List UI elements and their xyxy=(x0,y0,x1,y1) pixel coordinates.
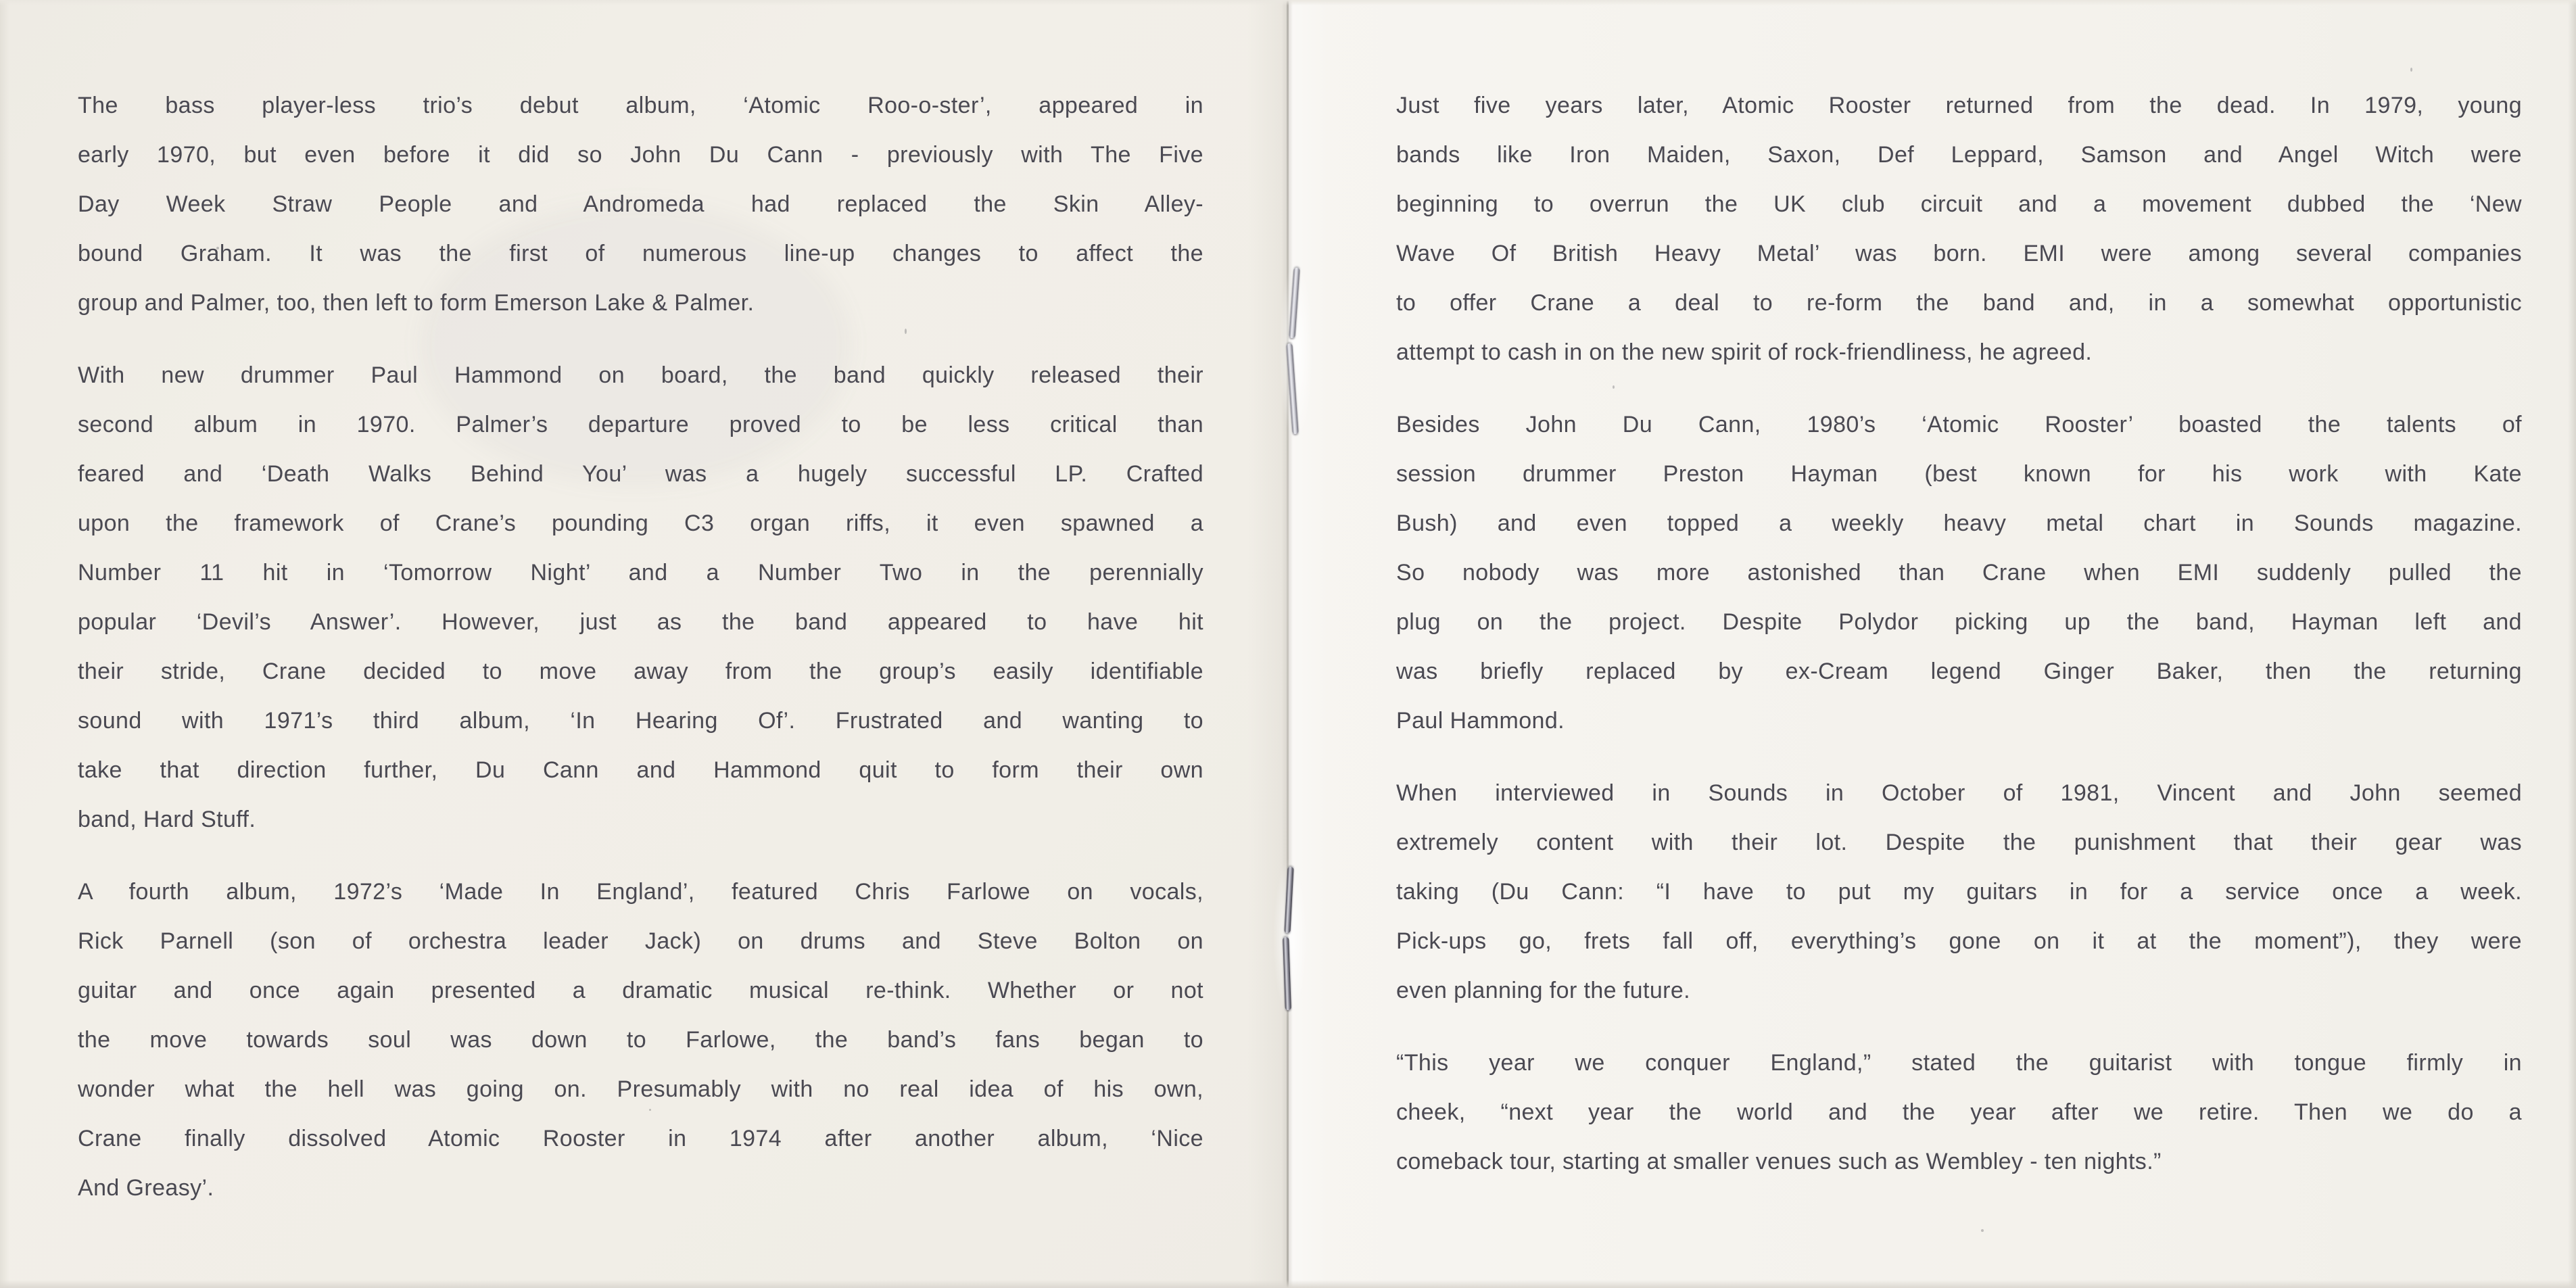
text-line: bands like Iron Maiden, Saxon, Def Leppard, Samson and Angel Witch were xyxy=(1396,142,2522,168)
text-line: Day Week Straw People and Andromeda had replaced the Skin Alley- xyxy=(78,191,1203,217)
text-line: Rick Parnell (son of orchestra leader Jack) on drums and Steve Bolton on xyxy=(78,928,1203,954)
text-line: Wave Of British Heavy Metal’ was born. EMI were among several companies xyxy=(1396,241,2522,266)
center-fold-line xyxy=(1287,0,1289,1288)
text-line: guitar and once again presented a dramatic musical re-think. Whether or not xyxy=(78,978,1203,1003)
text-line: their stride, Crane decided to move away from the group’s easily identifiable xyxy=(78,659,1203,684)
text-line: Crane finally dissolved Atomic Rooster in 1974 after another album, ‘Nice xyxy=(78,1126,1203,1151)
text-line: second album in 1970. Palmer’s departure proved to be less critical than xyxy=(78,412,1203,437)
text-line: cheek, “next year the world and the year after we retire. Then we do a xyxy=(1396,1099,2522,1125)
paragraph xyxy=(78,867,1203,1213)
scan-edge-left xyxy=(0,0,9,1288)
text-line: “This year we conquer England,” stated the guitarist with tongue firmly in xyxy=(1396,1050,2522,1076)
text-line: the move towards soul was down to Farlowe, the band’s fans began to xyxy=(78,1027,1203,1053)
right-page-text xyxy=(1396,81,2522,1210)
text-line: upon the framework of Crane’s pounding C3 organ riffs, it even spawned a xyxy=(78,510,1203,536)
text-line: feared and ‘Death Walks Behind You’ was a hugely successful LP. Crafted xyxy=(78,461,1203,487)
text-line: Number 11 hit in ‘Tomorrow Night’ and a Number Two in the perennially xyxy=(78,560,1203,586)
booklet-page-right xyxy=(1288,0,2576,1288)
text-line: band, Hard Stuff. xyxy=(78,807,256,832)
paragraph xyxy=(1396,769,2522,1016)
scan-edge-right xyxy=(2568,0,2576,1288)
text-line: So nobody was more astonished than Crane when EMI suddenly pulled the xyxy=(1396,560,2522,586)
scan-edge-bottom xyxy=(0,1280,2576,1288)
text-line: even planning for the future. xyxy=(1396,978,1691,1003)
text-line: Bush) and even topped a weekly heavy metal chart in Sounds magazine. xyxy=(1396,510,2522,536)
text-line: With new drummer Paul Hammond on board, the band quickly released their xyxy=(78,362,1203,388)
staple-top xyxy=(1287,268,1308,434)
paragraph xyxy=(78,81,1203,328)
text-line: A fourth album, 1972’s ‘Made In England’, featured Chris Farlowe on vocals, xyxy=(78,879,1203,905)
text-line: popular ‘Devil’s Answer’. However, just as the band appeared to have hit xyxy=(78,609,1203,635)
paragraph xyxy=(1396,81,2522,377)
text-line: The bass player-less trio’s debut album, ‘Atomic Roo-o-ster’, appeared in xyxy=(78,93,1203,118)
paragraph xyxy=(1396,400,2522,746)
text-line: And Greasy’. xyxy=(78,1175,214,1201)
text-line: Pick-ups go, frets fall off, everything’s gone on it at the moment”), they were xyxy=(1396,928,2522,954)
dust-speck xyxy=(905,329,907,334)
text-line: Besides John Du Cann, 1980’s ‘Atomic Rooster’ boasted the talents of xyxy=(1396,412,2522,437)
text-line: attempt to cash in on the new spirit of rock-friendliness, he agreed. xyxy=(1396,339,2093,365)
text-line: bound Graham. It was the first of numerous line-up changes to affect the xyxy=(78,241,1203,266)
text-line: beginning to overrun the UK club circuit and a movement dubbed the ‘New xyxy=(1396,191,2522,217)
scan-edge-top xyxy=(0,0,2576,5)
dust-speck xyxy=(216,247,219,249)
text-line: wonder what the hell was going on. Presumably with no real idea of his own, xyxy=(78,1076,1203,1102)
paragraph xyxy=(1396,1039,2522,1187)
text-line: was briefly replaced by ex-Cream legend Ginger Baker, then the returning xyxy=(1396,659,2522,684)
dust-speck xyxy=(1613,385,1615,389)
dust-speck xyxy=(1981,1229,1984,1232)
text-line: take that direction further, Du Cann and Hammond quit to form their own xyxy=(78,757,1203,783)
text-line: plug on the project. Despite Polydor picking up the band, Hayman left and xyxy=(1396,609,2522,635)
text-line: Just five years later, Atomic Rooster returned from the dead. In 1979, young xyxy=(1396,93,2522,118)
text-line: extremely content with their lot. Despite the punishment that their gear was xyxy=(1396,830,2522,855)
paragraph xyxy=(78,351,1203,844)
text-line: Paul Hammond. xyxy=(1396,708,1565,734)
dust-speck xyxy=(649,1109,651,1111)
text-line: early 1970, but even before it did so John Du Cann - previously with The Five xyxy=(78,142,1203,168)
dust-speck xyxy=(2410,68,2412,72)
text-line: comeback tour, starting at smaller venues such as Wembley - ten nights.” xyxy=(1396,1149,2162,1174)
text-line: session drummer Preston Hayman (best known for his work with Kate xyxy=(1396,461,2522,487)
text-line: sound with 1971’s third album, ‘In Hearing Of’. Frustrated and wanting to xyxy=(78,708,1203,734)
text-line: When interviewed in Sounds in October of 1981, Vincent and John seemed xyxy=(1396,780,2522,806)
text-line: taking (Du Cann: “I have to put my guitars in for a service once a week. xyxy=(1396,879,2522,905)
text-line: to offer Crane a deal to re-form the band and, in a somewhat opportunistic xyxy=(1396,290,2522,316)
staple-bottom xyxy=(1281,867,1302,1010)
text-line: group and Palmer, too, then left to form Emerson Lake & Palmer. xyxy=(78,290,755,316)
left-page-text xyxy=(78,81,1203,1236)
